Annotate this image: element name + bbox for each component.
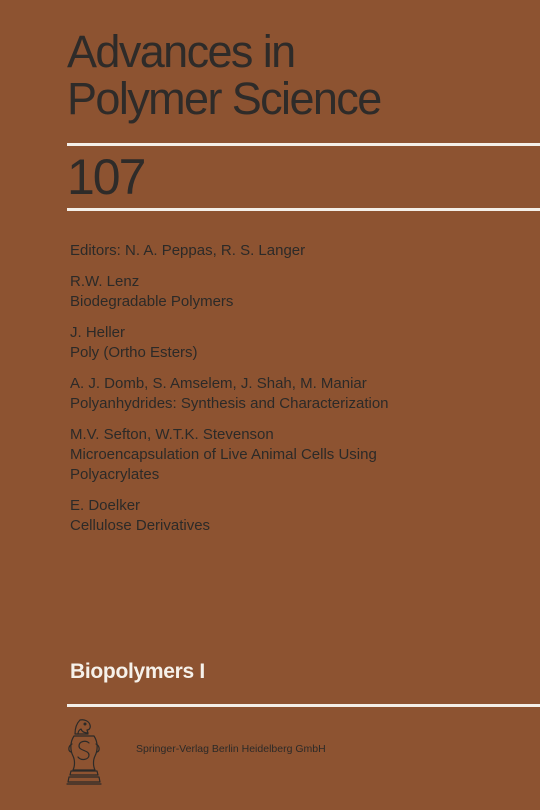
bottom-divider: [67, 704, 540, 707]
chapter-entry: [70, 374, 530, 414]
volume-title: Biopolymers I: [70, 660, 205, 683]
chapter-entry: [70, 496, 530, 536]
chapter-title: Poly (Ortho Esters): [70, 344, 198, 361]
chapter-authors: J. Heller: [70, 324, 126, 341]
chapter-authors: E. Doelker: [70, 497, 141, 514]
chapter-entry: [70, 272, 530, 312]
chapter-title: Microencapsulation of Live Animal Cells Using: [70, 446, 377, 463]
table-of-contents: [70, 241, 530, 547]
chapter-title: Polyanhydrides: Synthesis and Characterization: [70, 395, 389, 412]
series-title-line-2: Polymer Science: [67, 73, 381, 124]
volume-number: 107: [67, 149, 145, 205]
series-title-line-1: Advances in: [67, 26, 295, 77]
publisher-name: Springer-Verlag Berlin Heidelberg GmbH: [136, 743, 326, 755]
top-divider: [67, 143, 540, 146]
chapter-authors: A. J. Domb, S. Amselem, J. Shah, M. Maniar: [70, 375, 367, 392]
editors-line: Editors: N. A. Peppas, R. S. Langer: [70, 242, 306, 259]
middle-divider: [67, 208, 540, 211]
series-title: [67, 28, 527, 122]
chapter-entry: [70, 323, 530, 363]
chapter-title: Biodegradable Polymers: [70, 293, 234, 310]
chapter-entry: [70, 425, 530, 485]
chapter-authors: M.V. Sefton, W.T.K. Stevenson: [70, 426, 274, 443]
springer-chess-knight-logo-icon: [66, 718, 102, 788]
chapter-authors: R.W. Lenz: [70, 273, 140, 290]
chapter-title: Cellulose Derivatives: [70, 517, 211, 534]
chapter-title-continued: Polyacrylates: [70, 466, 160, 483]
